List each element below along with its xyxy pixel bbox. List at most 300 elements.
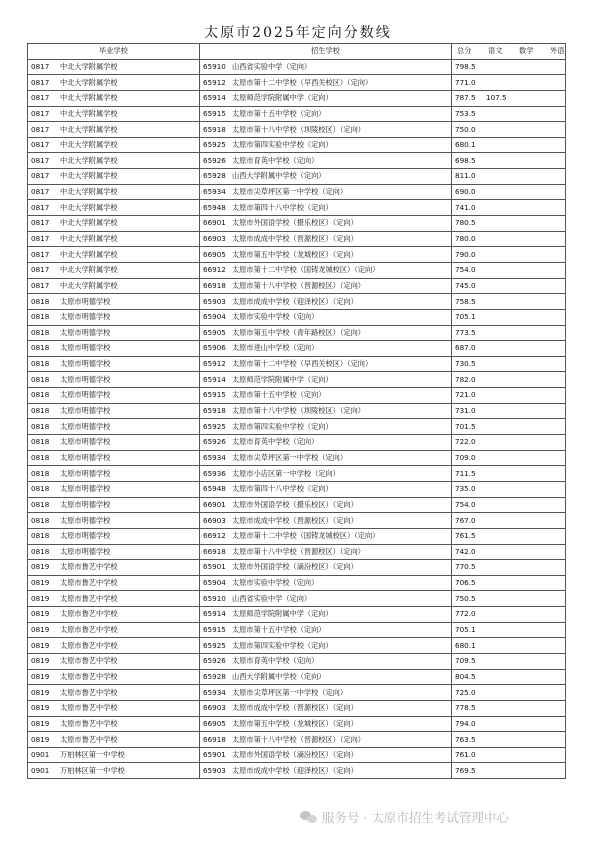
admitting-school-cell [200, 247, 452, 263]
graduating-school-name: 太原市鲁艺中学校 [60, 640, 118, 650]
total-score: 771.0 [455, 77, 476, 87]
graduating-school-cell [28, 325, 200, 341]
graduating-school-code: 0818 [31, 296, 50, 306]
graduating-school-code: 0819 [31, 656, 50, 666]
score-cell [452, 716, 566, 732]
admitting-school-code: 65915 [203, 625, 226, 635]
admitting-school-name: 太原市第十二中学校（早西关校区）（定向） [232, 77, 373, 87]
graduating-school-name: 中北大学附属学校 [60, 155, 118, 165]
total-score: 761.0 [455, 750, 476, 760]
admitting-school-code: 65915 [203, 108, 226, 118]
admitting-school-cell [200, 481, 452, 497]
graduating-school-name: 万柏林区第一中学校 [60, 750, 125, 760]
admitting-school-cell [200, 685, 452, 701]
score-cell [452, 575, 566, 591]
admitting-school-code: 65925 [203, 140, 226, 150]
total-score: 741.0 [455, 202, 476, 212]
admitting-school-cell [200, 669, 452, 685]
admitting-school-name: 太原市实验中学校（定向） [232, 578, 319, 588]
graduating-school-code: 0817 [31, 155, 50, 165]
admitting-school-cell [200, 169, 452, 185]
admitting-school-name: 太原市第四实验中学校（定向） [232, 140, 333, 150]
total-score: 804.5 [455, 671, 476, 681]
admitting-school-cell [200, 575, 452, 591]
graduating-school-code: 0819 [31, 625, 50, 635]
score-cell [452, 747, 566, 763]
graduating-school-name: 中北大学附属学校 [60, 280, 118, 290]
admitting-school-cell [200, 591, 452, 607]
score-cell [452, 169, 566, 185]
table-row [28, 466, 566, 482]
admitting-school-cell [200, 122, 452, 138]
admitting-school-name: 太原市尖草坪区第一中学校（定向） [232, 452, 348, 462]
table-row [28, 356, 566, 372]
score-cell [452, 356, 566, 372]
admitting-school-code: 65903 [203, 296, 226, 306]
admitting-school-code: 65915 [203, 390, 226, 400]
table-row [28, 763, 566, 779]
table-row [28, 685, 566, 701]
admitting-school-code: 65926 [203, 656, 226, 666]
table-row [28, 137, 566, 153]
graduating-school-cell [28, 763, 200, 779]
admitting-school-code: 65918 [203, 406, 226, 416]
admitting-school-name: 太原市第十八中学校（晋源校区）（定向） [232, 280, 365, 290]
admitting-school-cell [200, 200, 452, 216]
graduating-school-cell [28, 622, 200, 638]
admitting-school-name: 太原市育英中学校（定向） [232, 656, 319, 666]
admitting-school-cell [200, 184, 452, 200]
table-row [28, 450, 566, 466]
admitting-school-cell [200, 716, 452, 732]
score-cell [452, 75, 566, 91]
graduating-school-name: 太原市鲁艺中学校 [60, 656, 118, 666]
score-cell [452, 90, 566, 106]
score-cell [452, 325, 566, 341]
admitting-school-cell [200, 513, 452, 529]
admitting-school-cell [200, 560, 452, 576]
admitting-school-code: 66918 [203, 546, 226, 556]
graduating-school-code: 0818 [31, 374, 50, 384]
table-row [28, 247, 566, 263]
graduating-school-cell [28, 403, 200, 419]
header-chinese: 语文 [488, 46, 503, 56]
admitting-school-code: 65912 [203, 359, 226, 369]
graduating-school-name: 太原市鲁艺中学校 [60, 562, 118, 572]
total-score: 773.5 [455, 327, 476, 337]
graduating-school-name: 太原市明德学校 [60, 515, 111, 525]
graduating-school-code: 0818 [31, 499, 50, 509]
total-score: 690.0 [455, 187, 476, 197]
admitting-school-code: 65910 [203, 593, 226, 603]
admitting-school-name: 太原市第十二中学校（国铸龙城校区）（定向） [232, 265, 380, 275]
admitting-school-code: 65934 [203, 452, 226, 462]
admitting-school-cell [200, 388, 452, 404]
admitting-school-name: 太原市尖草坪区第一中学校（定向） [232, 187, 348, 197]
watermark [300, 808, 509, 826]
total-score: 745.0 [455, 280, 476, 290]
graduating-school-code: 0818 [31, 312, 50, 322]
admitting-school-name: 太原市第十八中学校（坝陵校区）（定向） [232, 124, 365, 134]
score-cell [452, 122, 566, 138]
graduating-school-cell [28, 575, 200, 591]
admitting-school-code: 66903 [203, 515, 226, 525]
graduating-school-code: 0818 [31, 390, 50, 400]
score-cell [452, 309, 566, 325]
graduating-school-cell [28, 247, 200, 263]
score-cell [452, 685, 566, 701]
admitting-school-name: 山西省实验中学（定向） [232, 593, 312, 603]
admitting-school-cell [200, 622, 452, 638]
table-row [28, 732, 566, 748]
total-score: 750.5 [455, 593, 476, 603]
graduating-school-cell [28, 669, 200, 685]
graduating-school-name: 中北大学附属学校 [60, 93, 118, 103]
admitting-school-code: 65903 [203, 765, 226, 775]
score-cell [452, 435, 566, 451]
graduating-school-cell [28, 528, 200, 544]
graduating-school-name: 太原市明德学校 [60, 343, 111, 353]
score-cell [452, 591, 566, 607]
table-row [28, 607, 566, 623]
admitting-school-code: 65926 [203, 437, 226, 447]
graduating-school-cell [28, 513, 200, 529]
graduating-school-name: 太原市鲁艺中学校 [60, 703, 118, 713]
graduating-school-cell [28, 278, 200, 294]
admitting-school-code: 66918 [203, 734, 226, 744]
graduating-school-code: 0817 [31, 61, 50, 71]
graduating-school-code: 0819 [31, 671, 50, 681]
admitting-school-code: 66903 [203, 703, 226, 713]
score-cell [452, 607, 566, 623]
admitting-school-name: 太原市第十八中学校（晋源校区）（定向） [232, 546, 365, 556]
total-score: 754.0 [455, 265, 476, 275]
total-score: 687.0 [455, 343, 476, 353]
graduating-school-cell [28, 122, 200, 138]
graduating-school-name: 中北大学附属学校 [60, 187, 118, 197]
admitting-school-cell [200, 59, 452, 75]
graduating-school-name: 中北大学附属学校 [60, 234, 118, 243]
chinese-score: 107.5 [486, 93, 507, 103]
admitting-school-cell [200, 137, 452, 153]
table-row [28, 544, 566, 560]
admitting-school-code: 65925 [203, 421, 226, 431]
graduating-school-name: 太原市鲁艺中学校 [60, 609, 118, 619]
score-cell [452, 466, 566, 482]
graduating-school-cell [28, 231, 200, 247]
total-score: 701.5 [455, 421, 476, 431]
graduating-school-code: 0819 [31, 687, 50, 697]
graduating-school-name: 太原市明德学校 [60, 437, 111, 447]
total-score: 780.5 [455, 218, 476, 228]
score-cell [452, 732, 566, 748]
graduating-school-name: 太原市明德学校 [60, 296, 111, 306]
graduating-school-code: 0817 [31, 218, 50, 228]
header-scores [452, 44, 566, 60]
graduating-school-code: 0818 [31, 359, 50, 369]
graduating-school-code: 0818 [31, 437, 50, 447]
admitting-school-cell [200, 403, 452, 419]
table-row [28, 575, 566, 591]
score-cell [452, 653, 566, 669]
admitting-school-code: 65906 [203, 343, 226, 353]
graduating-school-cell [28, 388, 200, 404]
admitting-school-code: 65925 [203, 640, 226, 650]
admitting-school-name: 太原市第十五中学校（定向） [232, 625, 326, 635]
admitting-school-code: 65910 [203, 61, 226, 71]
score-cell [452, 497, 566, 513]
total-score: 711.5 [455, 468, 476, 478]
admitting-school-name: 太原市小店区第一中学校（定向） [232, 468, 340, 478]
graduating-school-name: 太原市明德学校 [60, 327, 111, 337]
graduating-school-code: 0819 [31, 593, 50, 603]
table-row [28, 419, 566, 435]
admitting-school-cell [200, 231, 452, 247]
admitting-school-cell [200, 216, 452, 232]
score-cell [452, 544, 566, 560]
score-cell [452, 216, 566, 232]
table-row [28, 513, 566, 529]
graduating-school-cell [28, 59, 200, 75]
graduating-school-code: 0817 [31, 234, 50, 243]
table-row [28, 278, 566, 294]
score-cell [452, 137, 566, 153]
admitting-school-code: 66912 [203, 531, 226, 541]
header-total: 总分 [457, 46, 472, 56]
admitting-school-cell [200, 466, 452, 482]
admitting-school-cell [200, 90, 452, 106]
score-cell [452, 403, 566, 419]
score-cell [452, 419, 566, 435]
total-score: 735.0 [455, 484, 476, 494]
table-row [28, 622, 566, 638]
graduating-school-code: 0817 [31, 77, 50, 87]
admitting-school-name: 太原市进山中学校（定向） [232, 343, 319, 353]
total-score: 778.5 [455, 703, 476, 713]
admitting-school-name: 太原师范学院附属中学（定向） [232, 374, 333, 384]
admitting-school-name: 太原市第四实验中学校（定向） [232, 421, 333, 431]
header-english: 外语 [550, 46, 565, 56]
admitting-school-name: 太原市第十八中学校（坝陵校区）（定向） [232, 406, 365, 416]
graduating-school-name: 中北大学附属学校 [60, 265, 118, 275]
admitting-school-name: 太原市第五中学校（青年路校区）（定向） [232, 327, 365, 337]
graduating-school-name: 太原市明德学校 [60, 499, 111, 509]
total-score: 770.5 [455, 562, 476, 572]
table-row [28, 481, 566, 497]
table-row [28, 122, 566, 138]
admitting-school-code: 65901 [203, 750, 226, 760]
graduating-school-cell [28, 419, 200, 435]
table-row [28, 216, 566, 232]
table-row [28, 325, 566, 341]
admitting-school-cell [200, 294, 452, 310]
graduating-school-name: 太原市鲁艺中学校 [60, 625, 118, 635]
total-score: 787.5 [455, 93, 476, 103]
table-row [28, 200, 566, 216]
score-cell [452, 763, 566, 779]
admitting-school-code: 65901 [203, 562, 226, 572]
table-row [28, 716, 566, 732]
admitting-school-code: 65936 [203, 468, 226, 478]
graduating-school-code: 0818 [31, 452, 50, 462]
graduating-school-name: 太原市明德学校 [60, 406, 111, 416]
total-score: 763.5 [455, 734, 476, 744]
score-cell [452, 528, 566, 544]
graduating-school-cell [28, 497, 200, 513]
header-graduating-school: 毕业学校 [28, 44, 200, 60]
total-score: 754.0 [455, 499, 476, 509]
graduating-school-name: 太原市鲁艺中学校 [60, 718, 118, 728]
admitting-school-cell [200, 747, 452, 763]
total-score: 709.5 [455, 656, 476, 666]
admitting-school-code: 65948 [203, 202, 226, 212]
total-score: 790.0 [455, 249, 476, 259]
admitting-school-name: 太原市第四十八中学校（定向） [232, 202, 333, 212]
admitting-school-cell [200, 106, 452, 122]
watermark-text: 服务号 · 太原市招生考试管理中心 [322, 810, 509, 825]
admitting-school-cell [200, 497, 452, 513]
admitting-school-name: 山西大学附属中学校（定向） [232, 171, 326, 181]
graduating-school-name: 太原市明德学校 [60, 484, 111, 494]
graduating-school-code: 0818 [31, 406, 50, 416]
table-row [28, 169, 566, 185]
graduating-school-cell [28, 685, 200, 701]
total-score: 705.1 [455, 625, 476, 635]
score-cell [452, 294, 566, 310]
graduating-school-cell [28, 294, 200, 310]
graduating-school-cell [28, 544, 200, 560]
total-score: 706.5 [455, 578, 476, 588]
table-row [28, 90, 566, 106]
score-cell [452, 341, 566, 357]
admitting-school-code: 66905 [203, 718, 226, 728]
graduating-school-code: 0817 [31, 187, 50, 197]
graduating-school-code: 0817 [31, 265, 50, 275]
graduating-school-cell [28, 216, 200, 232]
table-row [28, 184, 566, 200]
table-row [28, 653, 566, 669]
graduating-school-code: 0817 [31, 140, 50, 150]
admitting-school-cell [200, 450, 452, 466]
graduating-school-cell [28, 75, 200, 91]
table-row [28, 341, 566, 357]
total-score: 761.5 [455, 531, 476, 541]
total-score: 782.0 [455, 374, 476, 384]
admitting-school-name: 太原市育英中学校（定向） [232, 437, 319, 447]
graduating-school-code: 0817 [31, 280, 50, 290]
total-score: 780.0 [455, 234, 476, 243]
admitting-school-name: 太原市第五中学校（龙城校区）（定向） [232, 718, 358, 728]
graduating-school-code: 0819 [31, 718, 50, 728]
graduating-school-code: 0818 [31, 515, 50, 525]
admitting-school-name: 太原市成成中学校（迎泽校区）（定向） [232, 765, 358, 775]
graduating-school-code: 0901 [31, 750, 50, 760]
graduating-school-cell [28, 309, 200, 325]
graduating-school-code: 0817 [31, 124, 50, 134]
graduating-school-cell [28, 106, 200, 122]
score-cell [452, 388, 566, 404]
graduating-school-cell [28, 169, 200, 185]
graduating-school-name: 中北大学附属学校 [60, 124, 118, 134]
table-row [28, 309, 566, 325]
admitting-school-cell [200, 325, 452, 341]
total-score: 758.5 [455, 296, 476, 306]
total-score: 680.1 [455, 140, 476, 150]
admitting-school-name: 太原师范学院附属中学（定向） [232, 93, 333, 103]
graduating-school-code: 0817 [31, 202, 50, 212]
admitting-school-name: 太原市外国语学校（摄乐校区）（定向） [232, 499, 358, 509]
total-score: 753.5 [455, 108, 476, 118]
admitting-school-name: 太原市成成中学校（迎泽校区）（定向） [232, 296, 358, 306]
admitting-school-name: 太原市成成中学校（晋源校区）（定向） [232, 515, 358, 525]
admitting-school-code: 65914 [203, 609, 226, 619]
graduating-school-cell [28, 716, 200, 732]
admitting-school-name: 太原师范学院附属中学（定向） [232, 609, 333, 619]
graduating-school-cell [28, 732, 200, 748]
total-score: 742.0 [455, 546, 476, 556]
table-row [28, 75, 566, 91]
score-cell [452, 560, 566, 576]
admitting-school-name: 山西大学附属中学校（定向） [232, 671, 326, 681]
score-cell [452, 372, 566, 388]
graduating-school-name: 中北大学附属学校 [60, 171, 118, 181]
graduating-school-cell [28, 262, 200, 278]
admitting-school-code: 65914 [203, 93, 226, 103]
graduating-school-cell [28, 591, 200, 607]
table-row [28, 747, 566, 763]
admitting-school-cell [200, 435, 452, 451]
graduating-school-cell [28, 200, 200, 216]
table-body [28, 59, 566, 778]
graduating-school-name: 太原市明德学校 [60, 468, 111, 478]
graduating-school-name: 太原市明德学校 [60, 359, 111, 369]
score-cell [452, 622, 566, 638]
graduating-school-code: 0819 [31, 578, 50, 588]
admitting-school-code: 66918 [203, 280, 226, 290]
graduating-school-name: 太原市鲁艺中学校 [60, 687, 118, 697]
admitting-school-name: 太原市第十二中学校（早西关校区）（定向） [232, 359, 373, 369]
admitting-school-cell [200, 356, 452, 372]
score-cell [452, 638, 566, 654]
graduating-school-cell [28, 137, 200, 153]
admitting-school-name: 太原市第四实验中学校（定向） [232, 640, 333, 650]
table-row [28, 638, 566, 654]
admitting-school-cell [200, 607, 452, 623]
admitting-school-code: 65918 [203, 124, 226, 134]
admitting-school-name: 太原市第十五中学校（定向） [232, 108, 326, 118]
admitting-school-name: 太原市第五中学校（龙城校区）（定向） [232, 249, 358, 259]
wechat-icon [300, 810, 318, 824]
graduating-school-name: 中北大学附属学校 [60, 77, 118, 87]
score-cell [452, 669, 566, 685]
graduating-school-cell [28, 481, 200, 497]
graduating-school-cell [28, 372, 200, 388]
total-score: 698.5 [455, 155, 476, 165]
graduating-school-name: 太原市鲁艺中学校 [60, 593, 118, 603]
admitting-school-code: 65934 [203, 187, 226, 197]
admitting-school-code: 65926 [203, 155, 226, 165]
graduating-school-code: 0817 [31, 108, 50, 118]
total-score: 772.0 [455, 609, 476, 619]
admitting-school-name: 太原市外国语学校（滴汾校区）（定向） [232, 750, 358, 760]
graduating-school-name: 中北大学附属学校 [60, 218, 118, 228]
graduating-school-cell [28, 356, 200, 372]
graduating-school-cell [28, 153, 200, 169]
admitting-school-name: 太原市第十二中学校（国铸龙城校区）（定向） [232, 531, 380, 541]
admitting-school-code: 65948 [203, 484, 226, 494]
graduating-school-code: 0818 [31, 343, 50, 353]
header-math: 数学 [519, 46, 534, 56]
